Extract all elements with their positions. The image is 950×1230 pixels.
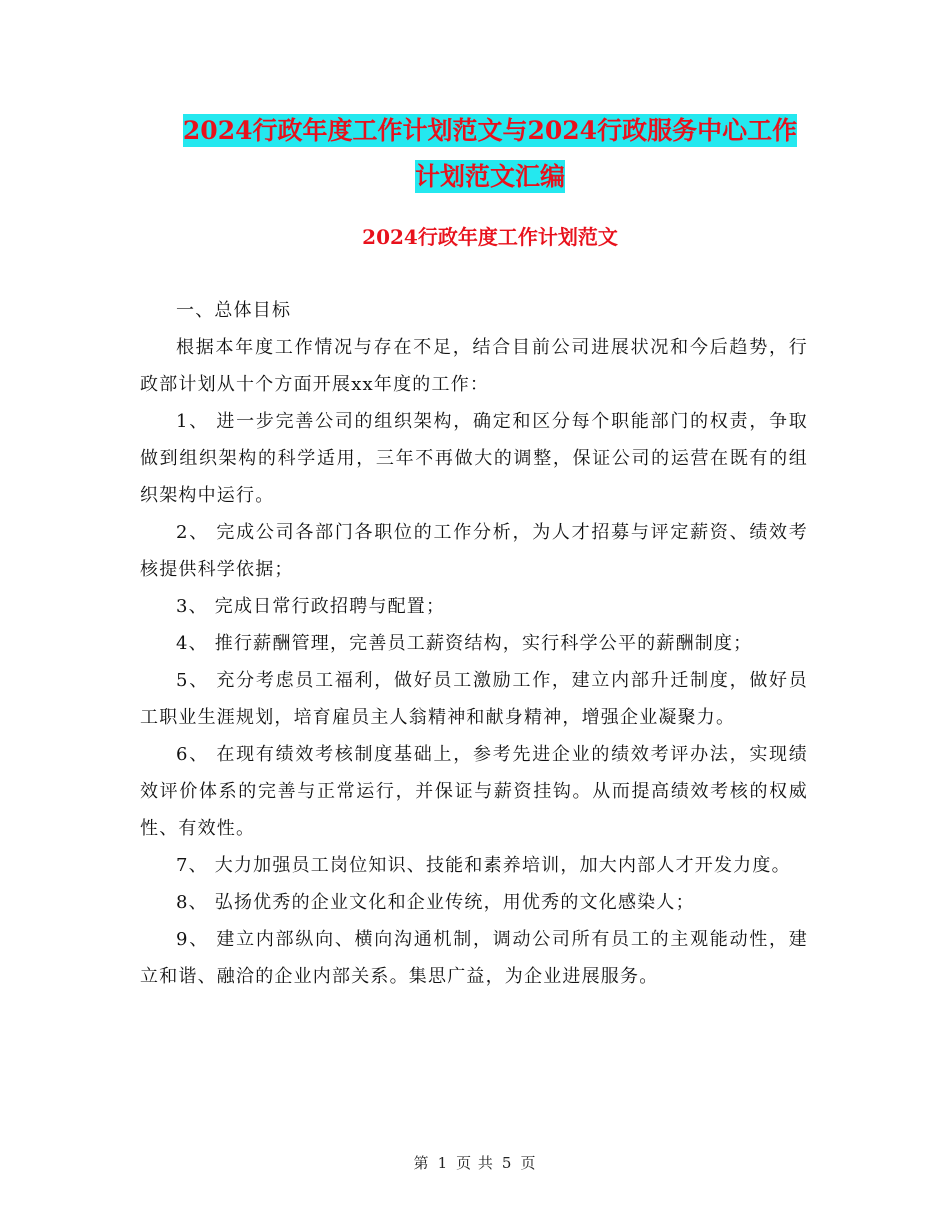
document-title bbox=[140, 108, 840, 200]
list-item: 6、 在现有绩效考核制度基础上，参考先进企业的绩效考评办法，实现绩效评价体系的完善与正常运行，并保证与薪资挂钩。从而提高绩效考核的权威性、有效性。 bbox=[140, 744, 808, 839]
list-item: 4、 推行薪酬管理，完善员工薪资结构，实行科学公平的薪酬制度； bbox=[176, 633, 753, 654]
title-line-2: 计划范文汇编 bbox=[414, 162, 565, 191]
page-footer bbox=[0, 1152, 950, 1174]
list-item: 2、 完成公司各部门各职位的工作分析，为人才招募与评定薪资、绩效考核提供科学依据； bbox=[140, 522, 808, 580]
list-item: 8、 弘扬优秀的企业文化和企业传统，用优秀的文化感染人； bbox=[176, 892, 695, 913]
section-title: 2024行政年度工作计划范文 bbox=[362, 225, 618, 249]
paragraph: 根据本年度工作情况与存在不足，结合目前公司进展状况和今后趋势，行政部计划从十个方面开展xx年度的工作： bbox=[140, 337, 808, 395]
list-item: 1、 进一步完善公司的组织架构，确定和区分每个职能部门的权责，争取做到组织架构的科学适用，三年不再做大的调整，保证公司的运营在既有的组织架构中运行。 bbox=[140, 411, 808, 506]
footer-total-pages: 5 bbox=[501, 1154, 513, 1172]
list-item: 5、 充分考虑员工福利，做好员工激励工作，建立内部升迁制度，做好员工职业生涯规划，培育雇员主人翁精神和献身精神，增强企业凝聚力。 bbox=[140, 670, 808, 728]
document-body bbox=[140, 292, 808, 995]
footer-middle: 页 共 bbox=[456, 1154, 494, 1172]
list-item: 3、 完成日常行政招聘与配置； bbox=[176, 596, 446, 617]
list-item: 7、 大力加强员工岗位知识、技能和素养培训，加大内部人才开发力度。 bbox=[176, 855, 791, 876]
paragraph-heading: 一、总体目标 bbox=[176, 300, 292, 321]
footer-suffix: 页 bbox=[520, 1154, 537, 1172]
footer-page-number: 1 bbox=[437, 1154, 449, 1172]
list-item: 9、 建立内部纵向、横向沟通机制，调动公司所有员工的主观能动性，建立和谐、融洽的企业内部关系。集思广益，为企业进展服务。 bbox=[140, 929, 808, 987]
title-line-1: 2024行政年度工作计划范文与2024行政服务中心工作 bbox=[182, 116, 798, 145]
footer-prefix: 第 bbox=[413, 1154, 430, 1172]
